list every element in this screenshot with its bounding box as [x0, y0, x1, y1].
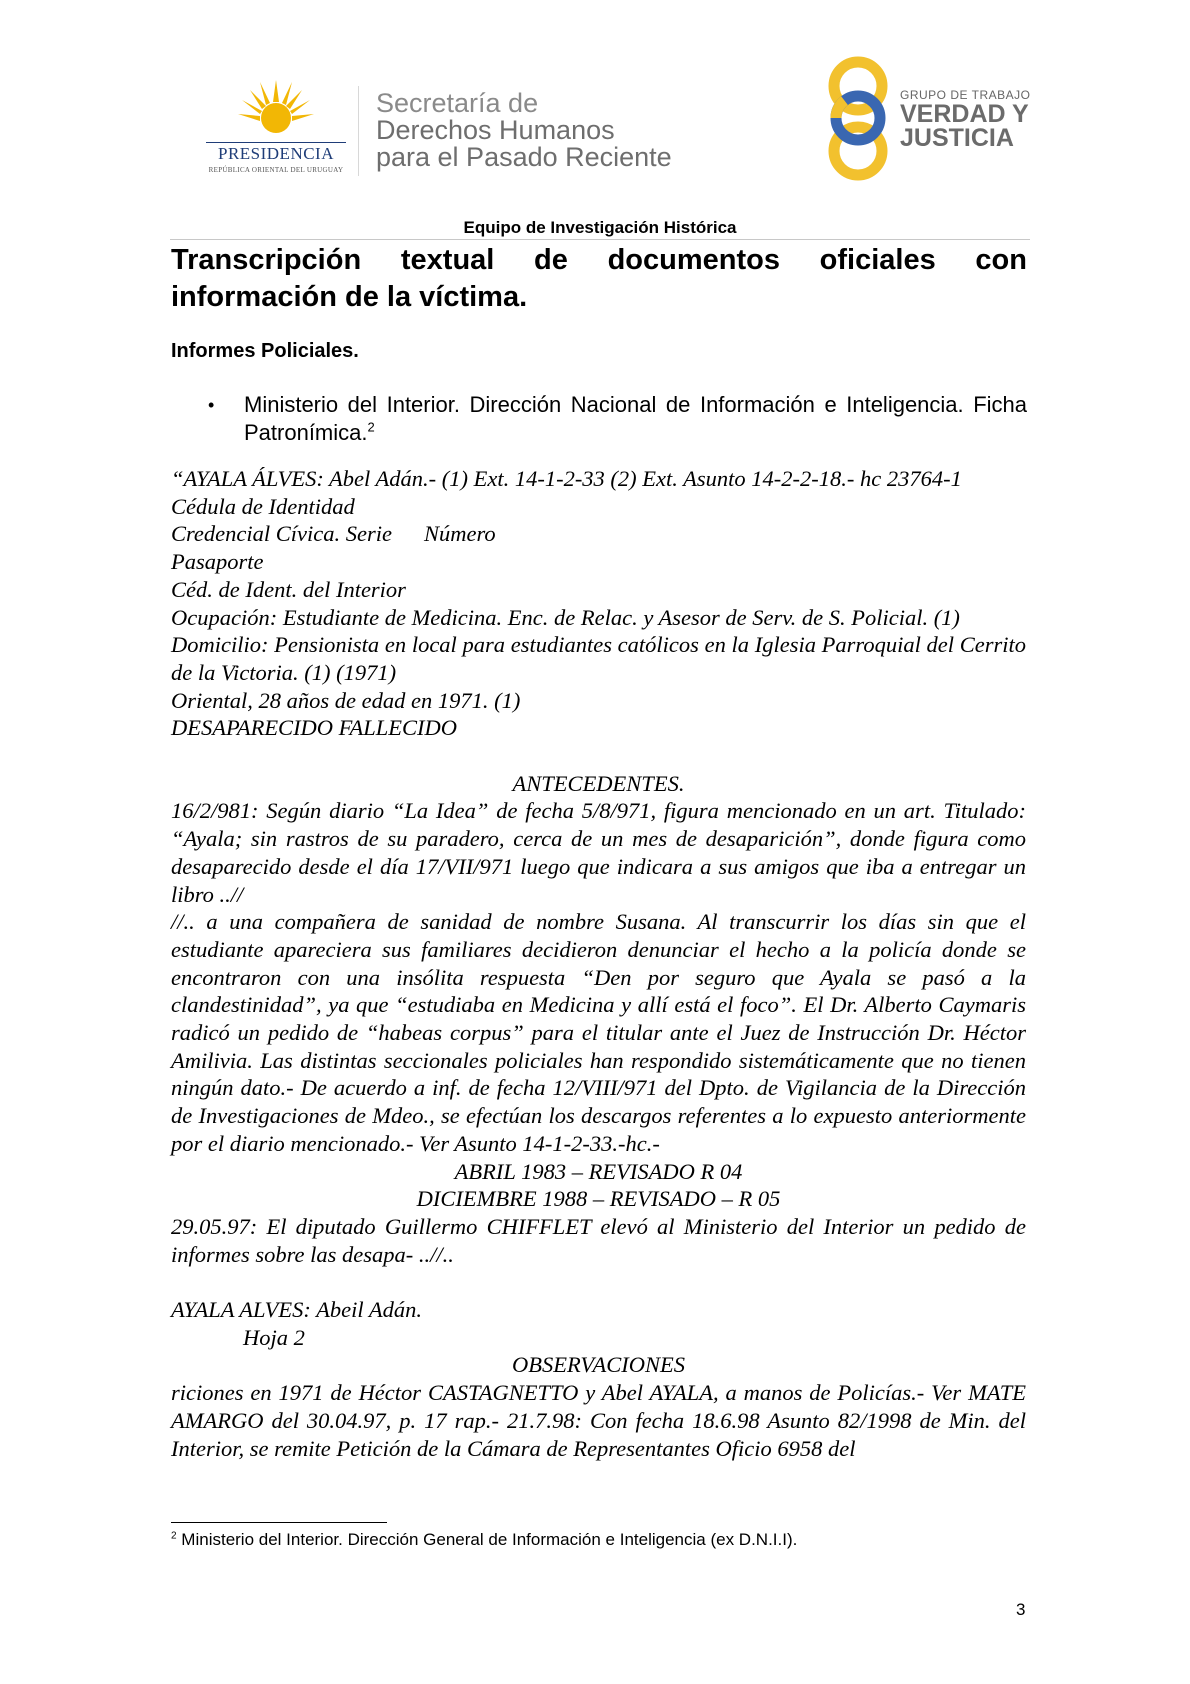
antecedentes-paragraph: //.. a una compañera de sanidad de nombre Susana. Al transcurrir los días sin que el estudiante apareciera sus familiares decidieron denunciar el hecho a la policía donde se encontraron con una insólita respuesta “Den por seguro que Ayala se pasó a la clandestinidad”, ya que “estudiaba en Medicina y allí está el foco”. El Dr. Alberto Caymaris radicó un pedido de “habeas corpus” para el titular ante el Juez de Instrucción Dr. Héctor Amilivia. Las distintas seccionales policiales han respondido sistemáticamente que no tienen ningún dato.- De acuerdo a inf. de fecha 12/VIII/971 del Dpto. de Vigilancia de la Dirección de Investigaciones de Mdeo., se efectúan los descargos referentes a lo expuesto anteriormente por el diario mencionado.- Ver Asunto 14-1-2-33.-hc.-	[171, 909, 1026, 1156]
page-number: 3	[1016, 1600, 1026, 1619]
secretaria-line3: para el Pasado Reciente	[376, 142, 672, 172]
footnote-number: 2	[171, 1530, 177, 1542]
presidencia-subtitle: REPÚBLICA ORIENTAL DEL URUGUAY	[208, 166, 344, 174]
sheet-number: Hoja 2	[243, 1324, 305, 1350]
record-line: Pasaporte	[171, 549, 264, 575]
sheet-name: AYALA ALVES: Abeil Adán.	[171, 1297, 422, 1323]
revision-line: DICIEMBRE 1988 – REVISADO – R 05	[416, 1186, 781, 1212]
grupo-name	[900, 102, 1029, 150]
record-line: Ocupación: Estudiante de Medicina. Enc. de Relac. y Asesor de Serv. de S. Policial. (1)	[171, 604, 960, 630]
logo-rule	[206, 142, 346, 143]
observaciones-paragraph: riciones en 1971 de Héctor CASTAGNETTO y Abel AYALA, a manos de Policías.- Ver MATE AMARGO del 30.04.97, p. 17 rap.- 21.7.98: Con fecha 18.6.98 Asunto 82/1998 de Min. del Interior, se remite Petición de la Cámara de Representantes Oficio 6958 del	[171, 1380, 1026, 1461]
transcription-body	[171, 465, 1026, 1462]
presidencia-logo	[196, 78, 356, 178]
bullet-text: Ministerio del Interior. Dirección Nacional de Información e Inteligencia. Ficha Patronímica.	[244, 392, 1027, 445]
record-line: DESAPARECIDO FALLECIDO	[171, 715, 458, 741]
record-line: Oriental, 28 años de edad en 1971. (1)	[171, 687, 521, 713]
team-heading: Equipo de Investigación Histórica	[463, 218, 737, 237]
observaciones-heading: OBSERVACIONES	[512, 1352, 685, 1378]
sun-emblem-icon	[236, 78, 316, 148]
record-line: Cédula de Identidad	[171, 493, 355, 519]
grupo-label: GRUPO DE TRABAJO	[900, 88, 1031, 102]
footnote	[171, 1530, 797, 1550]
record-line	[171, 520, 1026, 548]
footnote-ref: 2	[367, 419, 375, 435]
footnote-text: Ministerio del Interior. Dirección General de Información e Inteligencia (ex D.N.I.I).	[181, 1530, 798, 1549]
record-line: Domicilio: Pensionista en local para estudiantes católicos en la Iglesia Parroquial del Cerrito de la Victoria. (1) (1971)	[171, 632, 1026, 685]
bullet-item	[244, 391, 1027, 447]
antecedentes-paragraph: 16/2/981: Según diario “La Idea” de fecha 5/8/971, figura mencionado en un art. Titulado: “Ayala; sin rastros de su paradero, cerca de un mes de desaparición”, donde figura como desaparecido desde el día 17/VII/971 luego que indicara a sus amigos que iba a entregar un libro ..//	[171, 798, 1026, 907]
page-title: Transcripción textual de documentos oficiales con información de la víctima.	[171, 244, 1027, 313]
bullet-marker: •	[208, 395, 215, 415]
record-line: “AYALA ÁLVES: Abel Adán.- (1) Ext. 14-1-2-33 (2) Ext. Asunto 14-2-2-18.- hc 23764-1	[171, 466, 962, 491]
secretaria-line2: Derechos Humanos	[376, 115, 615, 145]
antecedentes-heading: ANTECEDENTES.	[512, 770, 685, 796]
record-line: Céd. de Ident. del Interior	[171, 576, 406, 602]
heading-rule	[170, 239, 1030, 240]
grupo-line2: JUSTICIA	[900, 124, 1014, 152]
header-divider	[358, 86, 359, 176]
grupo-line1: VERDAD Y	[900, 100, 1029, 128]
revision-line: ABRIL 1983 – REVISADO R 04	[454, 1158, 743, 1184]
presidencia-name: PRESIDENCIA	[217, 144, 334, 163]
record-numero: Número	[423, 521, 496, 547]
section-subheading: Informes Policiales.	[171, 340, 359, 362]
footnote-rule	[171, 1522, 387, 1523]
record-serie: Credencial Cívica. Serie	[171, 521, 392, 547]
verdad-justicia-logo	[822, 56, 1032, 181]
antecedentes-paragraph: 29.05.97: El diputado Guillermo CHIFFLET elevó al Ministerio del Interior un pedido de informes sobre las desapa- ..//..	[171, 1213, 1026, 1267]
secretaria-logotype	[376, 90, 672, 171]
linked-rings-icon	[822, 56, 894, 181]
secretaria-line1: Secretaría de	[376, 88, 539, 118]
